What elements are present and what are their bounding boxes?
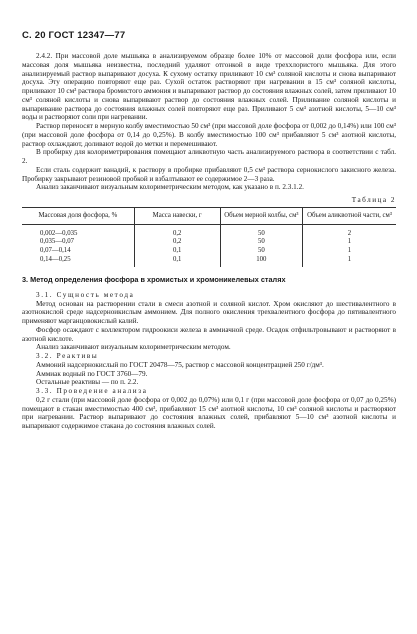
- table-cell: 0,002—0,035: [40, 229, 78, 237]
- column-header: Объем мерной колбы, см³: [220, 207, 302, 224]
- table-cell: 0,035—0,07: [40, 238, 74, 246]
- table-cell: 0,2: [134, 224, 220, 238]
- section-3-title: 3. Метод определения фосфора в хромистых и хромоникелевых сталях: [22, 275, 286, 285]
- document-body: [22, 52, 396, 431]
- table-cell: 2: [302, 224, 396, 238]
- subsection-3-2-heading: 3.2. Реактивы: [36, 352, 99, 361]
- table-cell: 1: [302, 238, 396, 247]
- table-cell: 0,1: [134, 247, 220, 256]
- table-cell: 50: [220, 238, 302, 247]
- table-cell: 1: [302, 256, 396, 268]
- paragraph-2-4-2: 2.4.2. При массовой доле мышьяка в анализируемом образце более 10% от массовой доли фосфора или, если массовая доля мышьяка неизвестна, последний удаляют отгонкой в виде треххлористого мышьяка. Для этого анализируемый раствор выпаривают досуха. К сухому остатку приливают 10 см³ соляной кислоты и снова выпаривают досуха. Эту операцию повторяют еще раз. Сухой остаток растворяют при нагревании в 15 см³ соляной кислоты, приливают 10 см³ раствора бромистого аммония и выпаривают раствор до состояния влажных солей, затем приливают 10 см³ соляной кислоты и снова выпаривают раствор до состояния влажных солей. Приливание соляной кислоты и выпаривание раствора до состояния влажных солей повторяют еще раз. Приливают 5 см³ азотной кислоты, 5—10 см³ воды и растворяют соли при нагревании.: [22, 52, 396, 122]
- table-cell: 1: [302, 247, 396, 256]
- column-header: Масса навески, г: [134, 207, 220, 224]
- paragraph-3-1-method: Метод основан на растворении стали в смеси азотной и соляной кислот. Хром окисляют до шестивалентного в азотнокислой среде надсерноикислым аммонием. Для полного окисления трехвалентного фосфора до пятивалентного применяют марганцовокислый калий.: [22, 299, 396, 326]
- paragraph-3-1-finish: Анализ заканчивают визуальным колориметрическим методом.: [36, 343, 231, 352]
- table-cell: 0,14—0,25: [40, 255, 71, 263]
- paragraph-vanadium: Если сталь содержит ванадий, к раствору в пробирке прибавляют 0,5 см³ раствора сернокислого закисного железа. Пробирку закрывают резиновой пробкой и взбалтывают ее содержимое 2—3 раза.: [22, 165, 396, 183]
- paragraph-reagent-other: Остальные реактивы — по п. 2.2.: [36, 378, 139, 387]
- paragraph-aliquot: В пробирку для колориметрирования помещают аликвотную часть анализируемого раствора в соответствии с табл. 2.: [22, 148, 396, 165]
- table-row: [22, 224, 396, 238]
- paragraph-finish: Анализ заканчивают визуальным колориметрическим методом, как указано в п. 2.3.1.2.: [36, 183, 304, 192]
- subsection-3-1-heading: 3.1. Сущность метода: [36, 290, 135, 299]
- data-table: [22, 207, 396, 267]
- table-cell: 0,1: [134, 256, 220, 268]
- table-cell: 50: [220, 224, 302, 238]
- table-cell: 0,2: [134, 238, 220, 247]
- table-row: [22, 247, 396, 256]
- paragraph-3-1-precipitate: Фосфор осаждают с коллектором гидроокиси железа в аммиачной среде. Осадок отфильтровывают и растворяют в азотной кислоте.: [22, 325, 396, 343]
- paragraph-flask: Раствор переносят в мерную колбу вместимостью 50 см³ (при массовой доле фосфора от 0,002 до 0,14%) или 100 см³ (при массовой доле фосфора от 0,14 до 0,25%). В колбу вместимостью 100 см³ прибавляют 5 см³ азотной кислоты, раствор охлаждают, доливают водой до метки и перемешивают.: [22, 122, 396, 148]
- table-caption: Таблица 2: [351, 196, 396, 204]
- table-row: [22, 256, 396, 268]
- paragraph-reagent-ammonium: Аммоний надсернокислый по ГОСТ 20478—75, раствор с массовой концентрацией 250 г/дм³.: [36, 360, 324, 369]
- table-row: [22, 238, 396, 247]
- table-header-row: [22, 207, 396, 224]
- table-cell: 100: [220, 256, 302, 268]
- paragraph-reagent-ammonia: Аммиак водный по ГОСТ 3760—79.: [36, 369, 148, 378]
- paragraph-3-3-procedure: 0,2 г стали (при массовой доле фосфора от 0,002 до 0,07%) или 0,1 г (при массовой доле фосфора от 0,07 до 0,25%) помещают в стакан вместимостью 400 см³, прибавляют 15 см³ азотной кислоты, 10 см³ соляной кислоты и растворяют при нагревании. Раствор выпаривают до состояния влажных солей, прибавляют 5—10 см³ азотной кислоты и выпаривают содержимое стакана до состояния влажных солей.: [22, 395, 396, 431]
- page-header: С. 20 ГОСТ 12347—77: [22, 30, 126, 41]
- subsection-3-3-heading: 3.3. Проведение анализа: [36, 387, 148, 396]
- column-header: Массовая доля фосфора, %: [22, 207, 134, 224]
- column-header: Объем аликвотной части, см³: [302, 207, 396, 224]
- table-cell: 0,07—0,14: [40, 246, 71, 254]
- table-cell: 50: [220, 247, 302, 256]
